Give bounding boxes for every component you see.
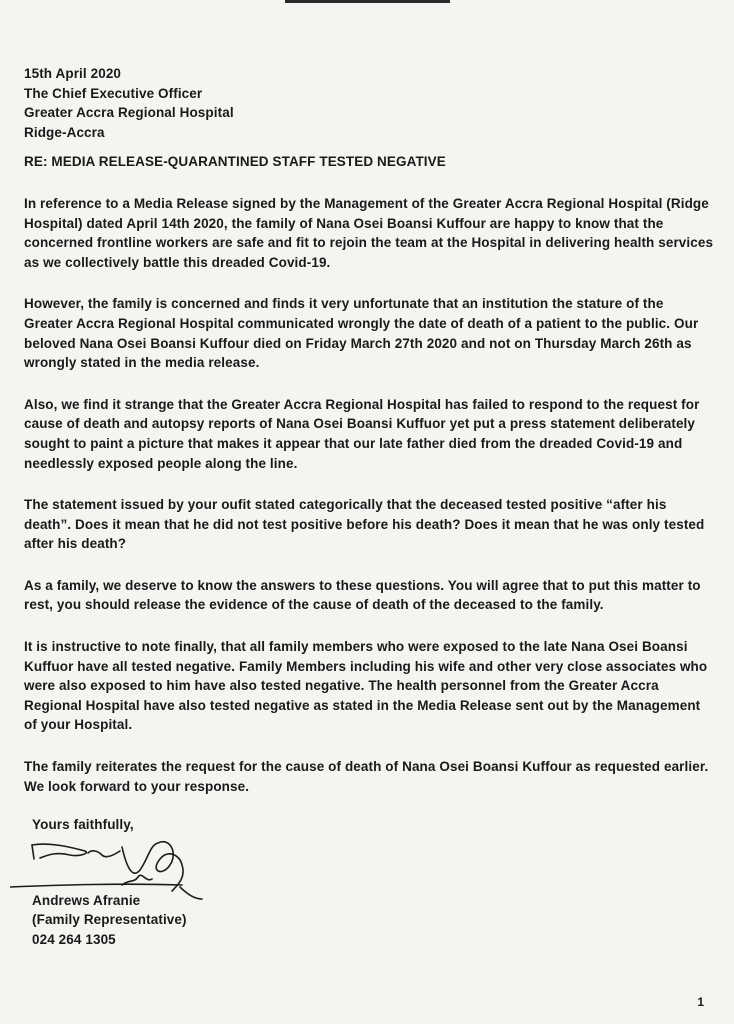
address-block xyxy=(24,64,714,142)
closing-line: Yours faithfully, xyxy=(32,817,134,833)
paragraph-6: It is instructive to note finally, that all family members who were exposed to the late Nana Osei Boansi Kuffuor have all tested negative. Family Members including his wife and other very close associates who were also exposed to him have also tested negative. The health personnel from the Greater Accra Regional Hospital have also tested negative as stated in the Media Release sent out by the Management of your Hospital. xyxy=(24,639,708,733)
paragraph-5: As a family, we deserve to know the answers to these questions. You will agree that to put this matter to rest, you should release the evidence of the cause of death of the deceased to the family. xyxy=(24,577,701,613)
paragraph-1: In reference to a Media Release signed by the Management of the Greater Accra Regional Hospital (Ridge Hospital) dated April 14th 2020, the family of Nana Osei Boansi Kuffour are happy to know that the concerned frontline workers are safe and fit to rejoin the team at the Hospital in delivering health services as we collectively battle this dreaded Covid-19. xyxy=(24,195,714,270)
signatory-phone: 024 264 1305 xyxy=(32,932,116,947)
handwritten-signature xyxy=(10,825,240,905)
page-number: 1 xyxy=(697,995,704,1009)
page-top-edge xyxy=(285,0,450,3)
subject-line: RE: MEDIA RELEASE-QUARANTINED STAFF TESTED NEGATIVE xyxy=(24,154,446,170)
recipient-location: Ridge-Accra xyxy=(24,124,105,140)
recipient-title: The Chief Executive Officer xyxy=(24,85,203,101)
paragraph-3: Also, we find it strange that the Greater Accra Regional Hospital has failed to respond to the request for cause of death and autopsy reports of Nana Osei Boansi Kuffuor yet put a press statement deliberately sought to paint a picture that makes it appear that our late father died from the dreaded Covid-19 and needlessly exposed people along the line. xyxy=(24,396,700,471)
signatory-role: (Family Representative) xyxy=(32,912,187,928)
recipient-organization: Greater Accra Regional Hospital xyxy=(24,105,234,121)
letter-body xyxy=(24,64,714,950)
paragraph-7: The family reiterates the request for the cause of death of Nana Osei Boansi Kuffour as requested earlier. We look forward to your response. xyxy=(24,759,709,794)
paragraph-4: The statement issued by your oufit stated categorically that the deceased tested positive “after his death”. Does it mean that he did not test positive before his death? Does it mean that he was only tested after his death? xyxy=(24,497,705,552)
paragraph-2: However, the family is concerned and finds it very unfortunate that an institution the stature of the Greater Accra Regional Hospital communicated wrongly the date of death of a patient to the public. Our beloved Nana Osei Boansi Kuffour died on Friday March 27th 2020 and not on Thursday March 26th as wrongly stated in the media release. xyxy=(24,296,699,371)
signature-block xyxy=(24,835,714,891)
signatory-name: Andrews Afranie xyxy=(32,892,141,908)
letter-date: 15th April 2020 xyxy=(24,66,122,81)
